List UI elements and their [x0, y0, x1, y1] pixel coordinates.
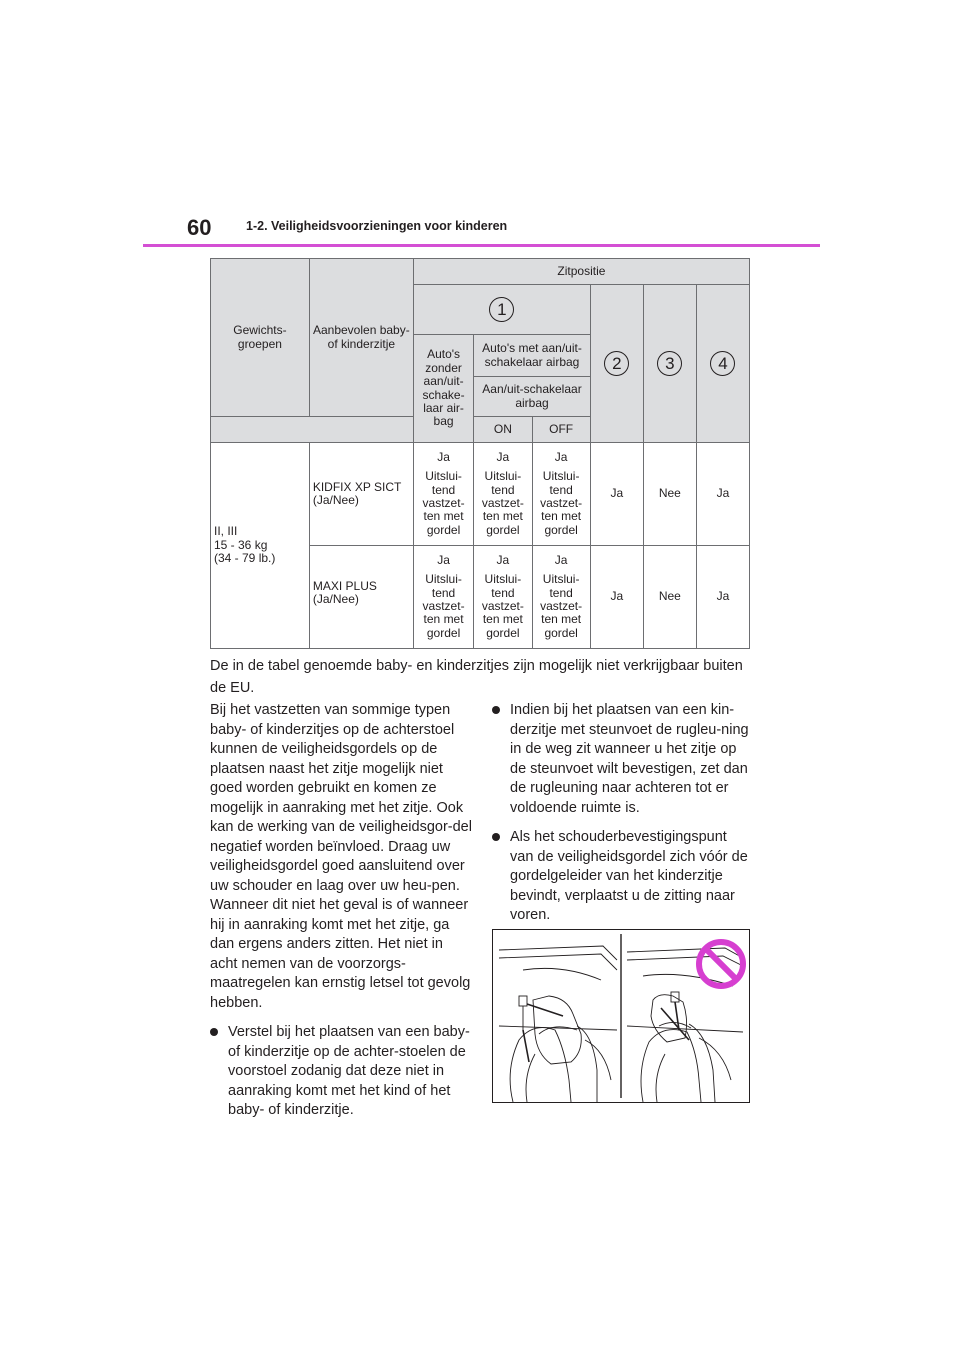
header-position-3 [643, 285, 696, 443]
cell: Ja Uitslui-tend vastzet-ten met gordel [413, 443, 473, 546]
cell: Nee [643, 443, 696, 546]
position-2-badge: 2 [604, 351, 629, 376]
cell: Ja Uitslui-tend vastzet-ten met gordel [474, 443, 532, 546]
cell: Nee [643, 546, 696, 649]
child-seat-illustration [492, 929, 750, 1103]
seat-suitability-table [210, 258, 750, 649]
section-title: 1-2. Veiligheidsvoorzieningen voor kinderen [246, 219, 508, 233]
cell: Ja [696, 546, 749, 649]
header-off: OFF [532, 417, 590, 443]
cell: Ja Uitslui-tend vastzet-ten met gordel [474, 546, 532, 649]
header-on: ON [474, 417, 532, 443]
cell: Ja Uitslui-tend vastzet-ten met gordel [413, 546, 473, 649]
header-weight-groups: Gewichts-groepen [211, 259, 310, 417]
bullet-item: Verstel bij het plaatsen van een baby- of kinderzitje op de achter-stoelen de voorstoel zodanig dat deze niet in aanraking komt met het kind of het baby- of kinderzitje. [210, 1023, 472, 1121]
cell: Ja [590, 546, 643, 649]
header-position-4 [696, 285, 749, 443]
bullet-dot-icon [492, 833, 500, 841]
bullet-dot-icon [492, 706, 500, 714]
header-rule [143, 244, 820, 247]
position-3-badge: 3 [657, 351, 682, 376]
cell: Ja [590, 443, 643, 546]
availability-note: De in de tabel genoemde baby- en kinderzitjes zijn mogelijk niet verkrijgbaar buiten de EU. [210, 658, 743, 696]
weight-kg: 15 - 36 kg [214, 537, 268, 552]
weight-lb: (34 - 79 lb.) [214, 551, 276, 566]
page-number: 60 [187, 215, 212, 240]
cell: Ja Uitslui-tend vastzet-ten met gordel [532, 546, 590, 649]
bullet-item: Als het schouderbevestigingspunt van de veiligheidsgordel zich vóór de gordelgeleider van het kinderzitje bevindt, verplaatst u de zitting naar voren. [492, 828, 754, 926]
header-recommended-seat: Aanbevolen baby- of kinderzitje [309, 259, 413, 417]
bullet-item: Indien bij het plaatsen van een kin-derzitje met steunvoet de rugleu-ning in de weg zit wanneer u het zitje op de steunvoet wilt bevestigen, zet dan de rugleuning naar achteren tot er voldoende ruimte is. [492, 701, 754, 818]
header-airbag-switch: Aan/uit-schakelaar airbag [474, 377, 591, 417]
position-4-badge: 4 [710, 351, 735, 376]
header-position-2 [590, 285, 643, 443]
cell: Ja Uitslui-tend vastzet-ten met gordel [532, 443, 590, 546]
header-spacer [211, 417, 414, 443]
header-no-airbag-switch: Auto's zonder aan/uit-schake-laar air-bag [413, 335, 473, 443]
weight-group-cell [211, 443, 310, 649]
position-1-badge: 1 [489, 297, 514, 322]
table-row [211, 443, 750, 546]
header-position-1 [413, 285, 590, 335]
body-right-column [492, 701, 754, 936]
cell: Ja [696, 443, 749, 546]
seat-name: MAXI PLUS (Ja/Nee) [309, 546, 413, 649]
child-seat-illustration-icon [493, 930, 749, 1102]
weight-class: II, III [214, 524, 238, 539]
header-seat-position: Zitpositie [413, 259, 749, 285]
body-left-column [210, 701, 472, 1131]
bullet-dot-icon [210, 1028, 218, 1036]
warning-paragraph: Bij het vastzetten van sommige typen baby- of kinderzitjes op de achterstoel kunnen de veiligheidsgordels op de plaatsen naast het zitje mogelijk niet goed worden gebruikt en komen ze mogelijk in aanraking met het zitje. Ook kan de werking van de veiligheidsgor-del negatief worden beïnvloed. Draag uw veiligheidsgordel goed aansluitend over uw schouder en laag over uw heu-pen. Wanneer dit niet het geval is of wanneer hij in aanraking komt met het zitje, ga dan ergens anders zitten. Het niet in acht nemen van de voorzorgs-maatregelen kan ernstig letsel tot gevolg hebben. [210, 702, 472, 1011]
seat-name: KIDFIX XP SICT (Ja/Nee) [309, 443, 413, 546]
header-with-airbag-switch: Auto's met aan/uit-schakelaar airbag [474, 335, 591, 377]
